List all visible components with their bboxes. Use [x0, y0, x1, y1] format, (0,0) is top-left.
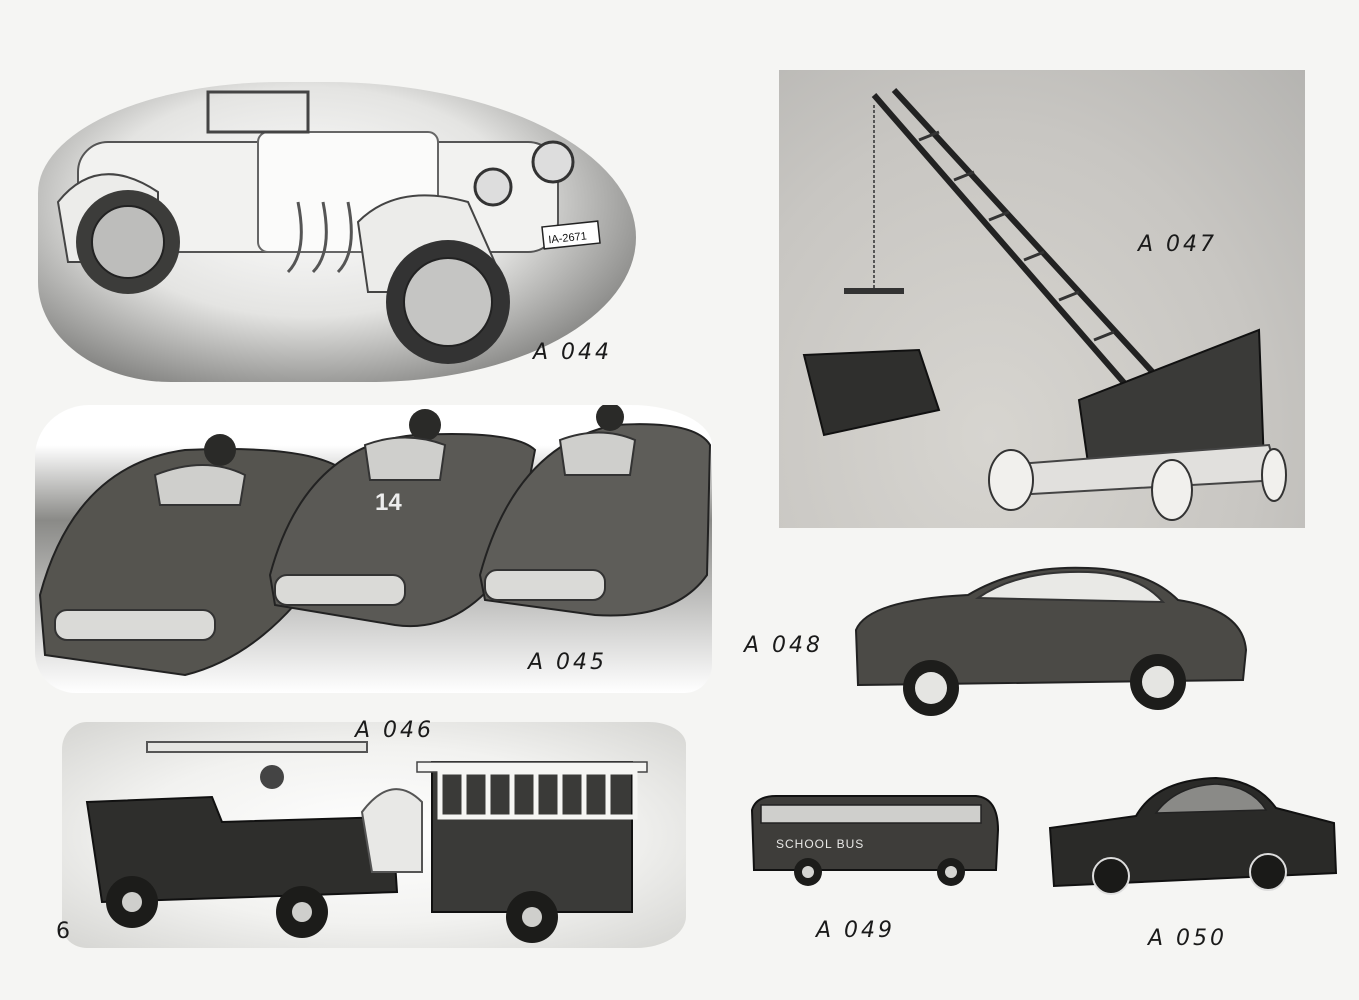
- photo-a048-coupe: [848, 560, 1252, 720]
- photo-a047-crane: [779, 70, 1305, 528]
- crane-illustration: [779, 70, 1305, 528]
- coupe-illustration: [848, 560, 1252, 720]
- racing-number: 14: [375, 489, 402, 516]
- item-label-a049: A 049: [816, 918, 896, 943]
- item-label-a044: A 044: [533, 340, 613, 365]
- photo-a050-sedan: [1046, 768, 1340, 900]
- photo-a044-roadster: [38, 82, 636, 382]
- photo-a049-school-bus: [746, 790, 1002, 890]
- item-label-a050: A 050: [1148, 926, 1228, 951]
- sedan-illustration: [1046, 768, 1340, 900]
- item-label-a045: A 045: [528, 650, 608, 675]
- photo-a046-jeep-fire-trailer: [62, 722, 686, 948]
- bus-sign: SCHOOL BUS: [776, 837, 865, 851]
- license-plate: IA-2671: [547, 230, 588, 247]
- racing-cars-illustration: [35, 405, 712, 693]
- jeep-fire-trailer-illustration: [62, 722, 686, 948]
- school-bus-illustration: [746, 790, 1002, 890]
- item-label-a048: A 048: [744, 633, 824, 658]
- racing-car-3: [480, 405, 710, 616]
- item-label-a047: A 047: [1138, 232, 1218, 257]
- roadster-illustration: [38, 82, 636, 382]
- item-label-a046: A 046: [355, 718, 435, 743]
- page-number: 6: [56, 919, 70, 944]
- photo-a045-racing-cars: [35, 405, 712, 693]
